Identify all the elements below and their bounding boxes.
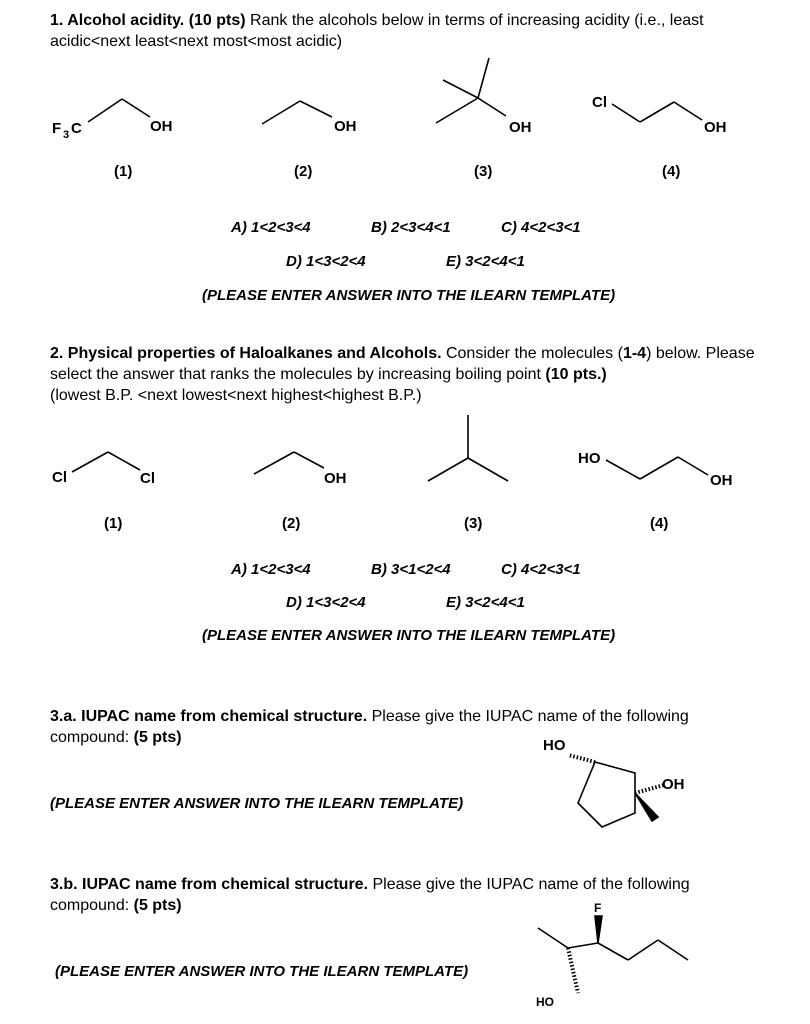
q1-title: 1. Alcohol acidity. (10 pts) [50,12,246,29]
q2-m1-cl-right: Cl [140,470,155,487]
q2-molecule-3 [428,415,528,485]
q3b-instruction: (PLEASE ENTER ANSWER INTO THE ILEARN TEMPLATE) [55,963,469,980]
q3b-ho: HO [536,995,554,1009]
q3a-oh: OH [662,776,685,793]
q2-molecule-2 [252,440,362,490]
q1-option-a[interactable]: A) 1<2<3<4 [231,219,311,236]
q1-option-c[interactable]: C) 4<2<3<1 [501,219,581,236]
q3a-text-line1: Please give the IUPAC name of the following [367,708,689,725]
q2-prompt [50,343,800,406]
q2-instruction: (PLEASE ENTER ANSWER INTO THE ILEARN TEMPLATE) [202,627,616,644]
q2-label-4: (4) [650,515,669,532]
q2-text-line2: select the answer that ranks the molecules by increasing boiling point [50,366,546,383]
q3b-pts: (5 pts) [133,897,182,914]
q2-pts: (10 pts.) [545,366,607,383]
q1-option-e[interactable]: E) 3<2<4<1 [446,253,525,270]
q3b-f: F [594,901,602,915]
q3b-text-line2: compound: [50,897,134,914]
q2-molecule-4 [578,445,758,495]
q1-m3-oh: OH [509,119,532,136]
q2-m4-oh: OH [710,472,733,489]
q2-option-a[interactable]: A) 1<2<3<4 [231,561,311,578]
q3a-text-line2: compound: [50,729,134,746]
q1-molecule-3 [433,58,553,148]
q1-text-line1: Rank the alcohols below in terms of increasing acidity (i.e., least [245,12,704,29]
q2-text-line3: (lowest B.P. <next lowest<next highest<highest B.P.) [50,387,422,404]
q2-m1-cl-left: Cl [52,469,67,486]
q3b-molecule [528,898,698,1018]
q1-m4-oh: OH [704,119,727,136]
q1-molecule-2 [260,95,370,145]
q1-text-line2: acidic<next least<next most<most acidic) [50,33,343,50]
q1-m4-cl: Cl [592,94,607,111]
q2-label-2: (2) [282,515,301,532]
q2-option-d[interactable]: D) 1<3<2<4 [286,594,366,611]
q2-option-c[interactable]: C) 4<2<3<1 [501,561,581,578]
q1-m1-f: F [52,120,62,137]
q2-title: 2. Physical properties of Haloalkanes and Alcohols. [50,345,442,362]
q3a-ho: HO [543,737,566,754]
q1-option-b[interactable]: B) 2<3<4<1 [371,219,451,236]
q2-m4-ho: HO [578,450,601,467]
q1-molecule-4 [590,90,760,150]
q1-label-1: (1) [114,163,133,180]
q2-molecule-1 [50,440,180,490]
q3a-pts: (5 pts) [133,729,182,746]
q1-m2-oh: OH [334,118,357,135]
q2-label-3: (3) [464,515,483,532]
q2-range: 1-4 [622,345,647,362]
q2-text-b: ) below. Please [646,345,755,362]
q2-text-a: Consider the molecules ( [441,345,623,362]
q2-m2-oh: OH [324,470,347,487]
q3a-title: 3.a. IUPAC name from chemical structure. [50,708,368,725]
q1-molecule-1 [50,95,190,145]
q3a-instruction: (PLEASE ENTER ANSWER INTO THE ILEARN TEMPLATE) [50,795,464,812]
q1-m1-c: C [71,120,82,137]
q2-option-e[interactable]: E) 3<2<4<1 [446,594,525,611]
q1-m1-oh: OH [150,118,173,135]
q1-m1-sub3: 3 [63,129,70,141]
q1-instruction: (PLEASE ENTER ANSWER INTO THE ILEARN TEMPLATE) [202,287,616,304]
q1-label-2: (2) [294,163,313,180]
q1-label-4: (4) [662,163,681,180]
q3a-molecule [540,735,700,835]
q1-label-3: (3) [474,163,493,180]
q1-option-d[interactable]: D) 1<3<2<4 [286,253,366,270]
q2-option-b[interactable]: B) 3<1<2<4 [371,561,451,578]
q3b-text-line1: Please give the IUPAC name of the following [368,876,690,893]
q2-label-1: (1) [104,515,123,532]
q1-prompt [50,10,790,52]
q3b-title: 3.b. IUPAC name from chemical structure. [50,876,369,893]
